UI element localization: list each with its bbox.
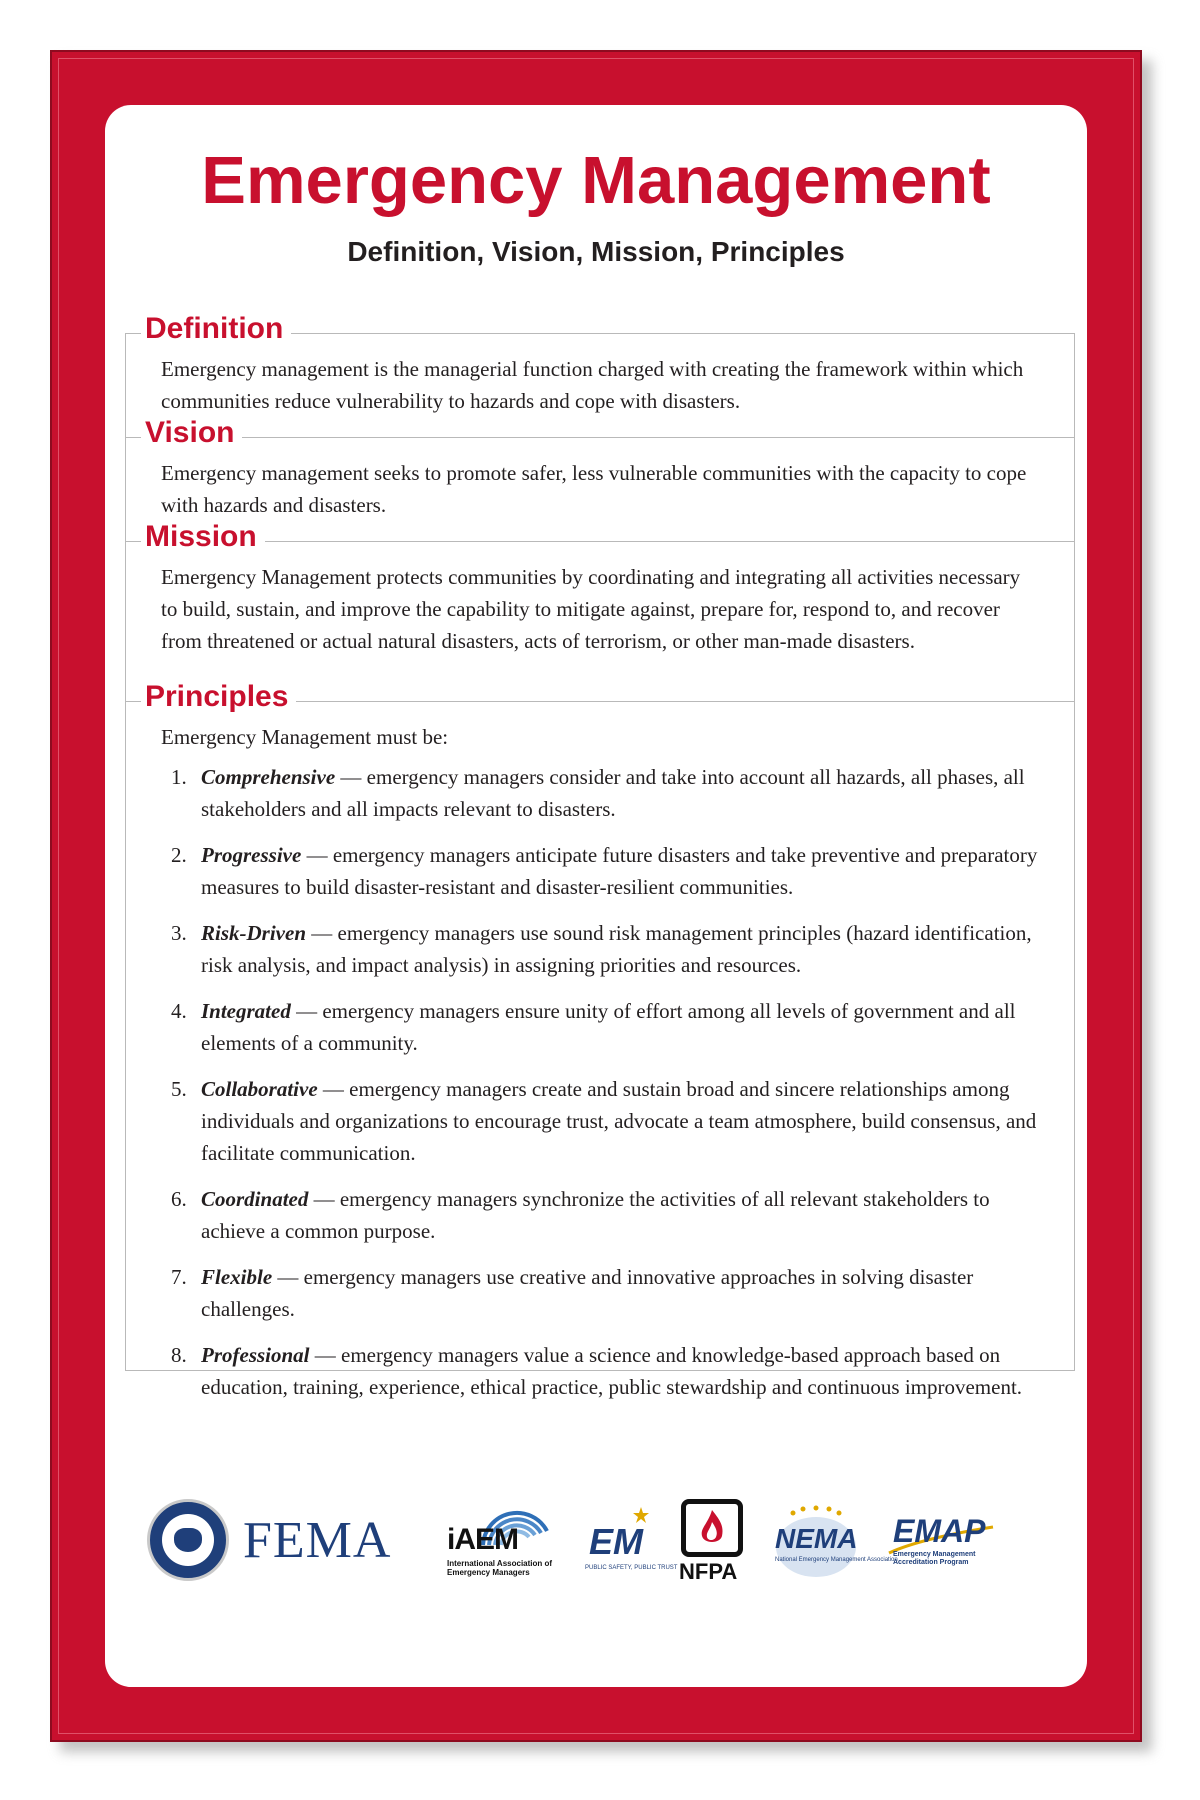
principle-number: 3. [171, 921, 187, 945]
fema-logo: FEMA [243, 1512, 392, 1569]
principle-number: 7. [171, 1265, 187, 1289]
section-divider [125, 437, 1075, 438]
principle-text: — emergency managers value a science and knowledge-based approach based on education, training, experience, ethical practice, public stewardship and continuous improvement. [201, 1343, 1023, 1399]
nema-logo [767, 1503, 898, 1583]
principle-term: Progressive [201, 843, 302, 867]
page-title: Emergency Management [201, 143, 991, 218]
principle-item [161, 1339, 1041, 1403]
emap-wordmark: EMAP [893, 1513, 986, 1549]
em-wordmark: EM [589, 1521, 643, 1562]
principle-number: 1. [171, 765, 187, 789]
definition-text: Emergency management is the managerial function charged with creating the framework within which communities reduce vulnerability to hazards and cope with disasters. [161, 357, 1024, 413]
content-box-bottom [125, 1370, 1075, 1371]
section-heading-definition: Definition [141, 309, 291, 349]
principles-intro: Emergency Management must be: [161, 725, 449, 749]
principle-item [161, 1073, 1041, 1169]
principle-text: — emergency managers ensure unity of effort among all levels of government and all elements of a community. [201, 999, 1016, 1055]
principle-item [161, 1261, 1041, 1325]
mission-text: Emergency Management protects communities by coordinating and integrating all activities necessary to build, sustain, and improve the capability to mitigate against, prepare for, respond to, and recover from threatened or actual natural disasters, acts of terrorism, or other man-made disasters. [161, 565, 1021, 653]
nfpa-emblem [681, 1499, 743, 1557]
iaem-wordmark: iAEM [447, 1523, 518, 1556]
iaem-subtitle: International Association of Emergency Managers [447, 1559, 553, 1577]
principle-term: Flexible [201, 1265, 273, 1289]
principle-number: 2. [171, 843, 187, 867]
nfpa-logo [677, 1499, 749, 1585]
principles-list [161, 761, 1041, 1417]
principle-item [161, 761, 1041, 825]
principle-text: — emergency managers consider and take into account all hazards, all phases, all stakeholders and all impacts relevant to disasters. [201, 765, 1025, 821]
flame-icon [686, 1504, 738, 1552]
principle-text: — emergency managers create and sustain broad and sincere relationships among individuals and organizations to encourage trust, advocate a team atmosphere, build consensus, and facilitate communication. [201, 1077, 1037, 1165]
section-divider [125, 541, 1075, 542]
principle-number: 4. [171, 999, 187, 1023]
poster-frame [50, 50, 1142, 1742]
nfpa-wordmark: NFPA [679, 1559, 738, 1584]
dhs-seal-logo [147, 1499, 229, 1581]
principle-number: 6. [171, 1187, 187, 1211]
seal-center [162, 1514, 214, 1566]
section-heading-vision: Vision [141, 413, 242, 453]
vision-text: Emergency management seeks to promote safer, less vulnerable communities with the capacity to cope with hazards and disasters. [161, 461, 1027, 517]
principle-item [161, 917, 1041, 981]
sponsor-logos [105, 1495, 1087, 1615]
principle-text: — emergency managers use sound risk management principles (hazard identification, risk analysis, and impact analysis) in assigning priorities and resources. [201, 921, 1032, 977]
emap-subtitle: Emergency Management Accreditation Program [893, 1551, 976, 1566]
iaem-logo [443, 1501, 555, 1587]
em-logo [583, 1505, 678, 1577]
principle-text: — emergency managers anticipate future disasters and take preventive and preparatory measures to build disaster-resistant and disaster-resilient communities. [201, 843, 1038, 899]
principle-item [161, 1183, 1041, 1247]
principle-term: Risk-Driven [201, 921, 306, 945]
principle-term: Collaborative [201, 1077, 318, 1101]
principle-text: — emergency managers synchronize the activities of all relevant stakeholders to achieve a common purpose. [201, 1187, 990, 1243]
section-heading-mission: Mission [141, 517, 265, 557]
principle-text: — emergency managers use creative and innovative approaches in solving disaster challenges. [201, 1265, 974, 1321]
principle-number: 8. [171, 1343, 187, 1367]
em-tagline: PUBLIC SAFETY, PUBLIC TRUST [585, 1565, 678, 1571]
emap-logo [885, 1513, 995, 1573]
principle-term: Professional [201, 1343, 310, 1367]
section-heading-principles: Principles [141, 677, 296, 717]
eagle-icon [174, 1528, 202, 1552]
page-subtitle: Definition, Vision, Mission, Principles [347, 236, 845, 267]
principle-number: 5. [171, 1077, 187, 1101]
principle-term: Integrated [201, 999, 291, 1023]
nema-subtitle: National Emergency Management Association [775, 1557, 898, 1563]
poster-card [105, 105, 1087, 1687]
principle-item [161, 839, 1041, 903]
principle-term: Coordinated [201, 1187, 309, 1211]
principle-item [161, 995, 1041, 1059]
principle-term: Comprehensive [201, 765, 336, 789]
nema-wordmark: NEMA [775, 1523, 858, 1554]
